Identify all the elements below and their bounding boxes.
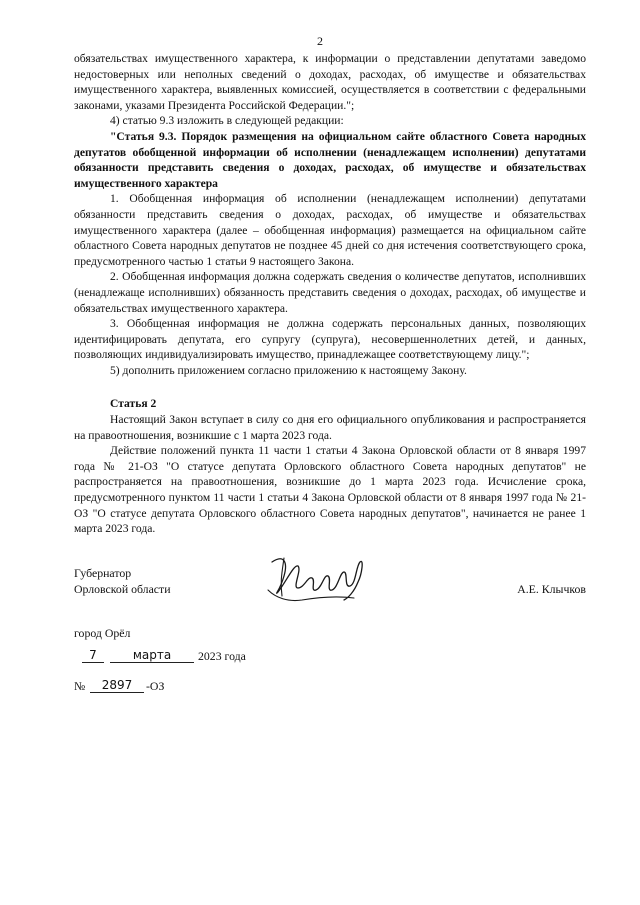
signatory-title-line1: Губернатор [74,566,132,580]
paragraph-part-1: 1. Обобщенная информация об исполнении (ненадлежащем исполнении) депутатами обязанности представить сведения о доходах, расходах, об имуществе и обязательствах имущественного характера (далее – обобщенная информация) размещается на официальном сайте областного Совета народных депутатов не позднее 45 дней со дня истечения соответствующего срока, предусмотренного частью 1 статьи 9 настоящего Закона. [74,192,586,268]
paragraph-item-5: 5) дополнить приложением согласно приложению к настоящему Закону. [110,363,467,377]
article-2-heading: Статья 2 [110,397,157,411]
number-sign: № [74,679,86,693]
place-of-signing: город Орёл [74,626,131,640]
law-number [74,678,374,696]
signatory-name: А.Е. Клычков [517,581,586,596]
handwritten-signature [264,552,374,608]
paragraph-part-3: 3. Обобщенная информация не должна содержать персональных данных, позволяющих идентифицировать депутата, его супругу (супруга), несовершеннолетних детей, и данных, позволяющих индивидуализировать имущество, принадлежащее соответствующему лицу."; [74,317,586,362]
signatory-title-line2: Орловской области [74,581,171,596]
signatory-title [74,566,171,597]
article-9-3-heading: "Статья 9.3. Порядок размещения на официальном сайте областного Совета народных депутатов обобщенной информации об исполнении (ненадлежащем исполнении) депутатами обязанности представить сведения о доходах, расходах, об имуществе и обязательствах имущественного характера [74,129,586,190]
date-month: марта [110,648,194,663]
signing-date [74,648,374,666]
page-number: 2 [317,34,323,48]
law-number-value: 2897 [90,678,144,693]
paragraph-continuation: обязательствах имущественного характера, к информации о представлении депутатами заведомо недостоверных или неполных сведений о доходах, расходах, об имуществе и обязательствах имущественного характера, выявленных комиссией, осуществляется в соответствии с федеральными законами, указами Президента Российской Федерации."; [74,52,586,112]
paragraph-item-4: 4) статью 9.3 изложить в следующей редакции: [110,114,344,128]
paragraph-article-2-part-2: Действие положений пункта 11 части 1 статьи 4 Закона Орловской области от 8 января 1997 года № 21-ОЗ "О статусе депутата Орловского областного Совета народных депутатов" не распространяется на правоотношения, возникшие до 1 марта 2023 года. Исчисление срока, предусмотренного пунктом 11 части 1 статьи 4 Закона Орловской области от 8 января 1997 года № 21-ОЗ "О статусе депутата Орловского областного Совета народных депутатов", начинается не ранее 1 марта 2023 года. [74,444,586,536]
signature-block [74,566,586,626]
date-year: 2023 года [198,649,246,663]
law-number-suffix: -ОЗ [146,679,165,693]
paragraph-article-2-part-1: Настоящий Закон вступает в силу со дня его официального опубликования и распространяется на правоотношения, возникшие с 1 марта 2023 года. [74,413,586,442]
paragraph-part-2: 2. Обобщенная информация должна содержать сведения о количестве депутатов, исполнивших (ненадлежаще исполнивших) обязанность представить сведения о доходах, расходах, об имуществе и обязательствах имущественного характера. [74,270,586,315]
date-day: 7 [82,648,104,663]
document-body [74,51,586,537]
